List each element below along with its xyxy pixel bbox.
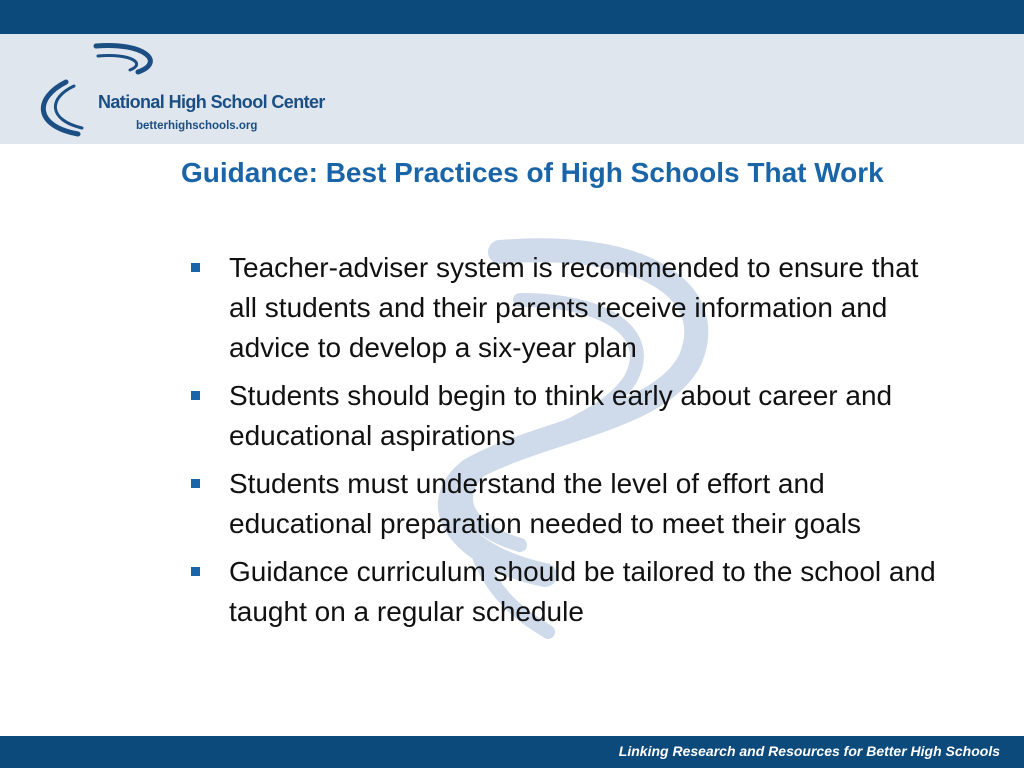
footer-tagline: Linking Research and Resources for Better High Schools: [618, 743, 1000, 759]
top-bar: [0, 0, 1024, 34]
bullet-item: [185, 376, 945, 456]
footer-bar: [0, 736, 1024, 768]
bullet-item: [185, 248, 945, 368]
bullet-text: Students should begin to think early about career and educational aspirations: [229, 380, 893, 451]
bullet-item: [185, 552, 945, 632]
logo-url: betterhighschools.org: [136, 120, 258, 132]
square-bullet-icon: [191, 567, 200, 576]
square-bullet-icon: [191, 391, 200, 400]
bullet-text: Guidance curriculum should be tailored to the school and taught on a regular schedule: [229, 556, 936, 627]
bullet-list: [185, 248, 945, 640]
square-bullet-icon: [191, 479, 200, 488]
slide-title: Guidance: Best Practices of High Schools That Work: [181, 157, 884, 188]
bullet-item: [185, 464, 945, 544]
bullet-text: Students must understand the level of effort and educational preparation needed to meet their goals: [229, 468, 861, 539]
square-bullet-icon: [191, 263, 200, 272]
bullet-text: Teacher-adviser system is recommended to ensure that all students and their parents receive information and advice to develop a six-year plan: [229, 252, 919, 363]
logo-name: National High School Center: [98, 92, 325, 112]
logo: [26, 40, 326, 140]
